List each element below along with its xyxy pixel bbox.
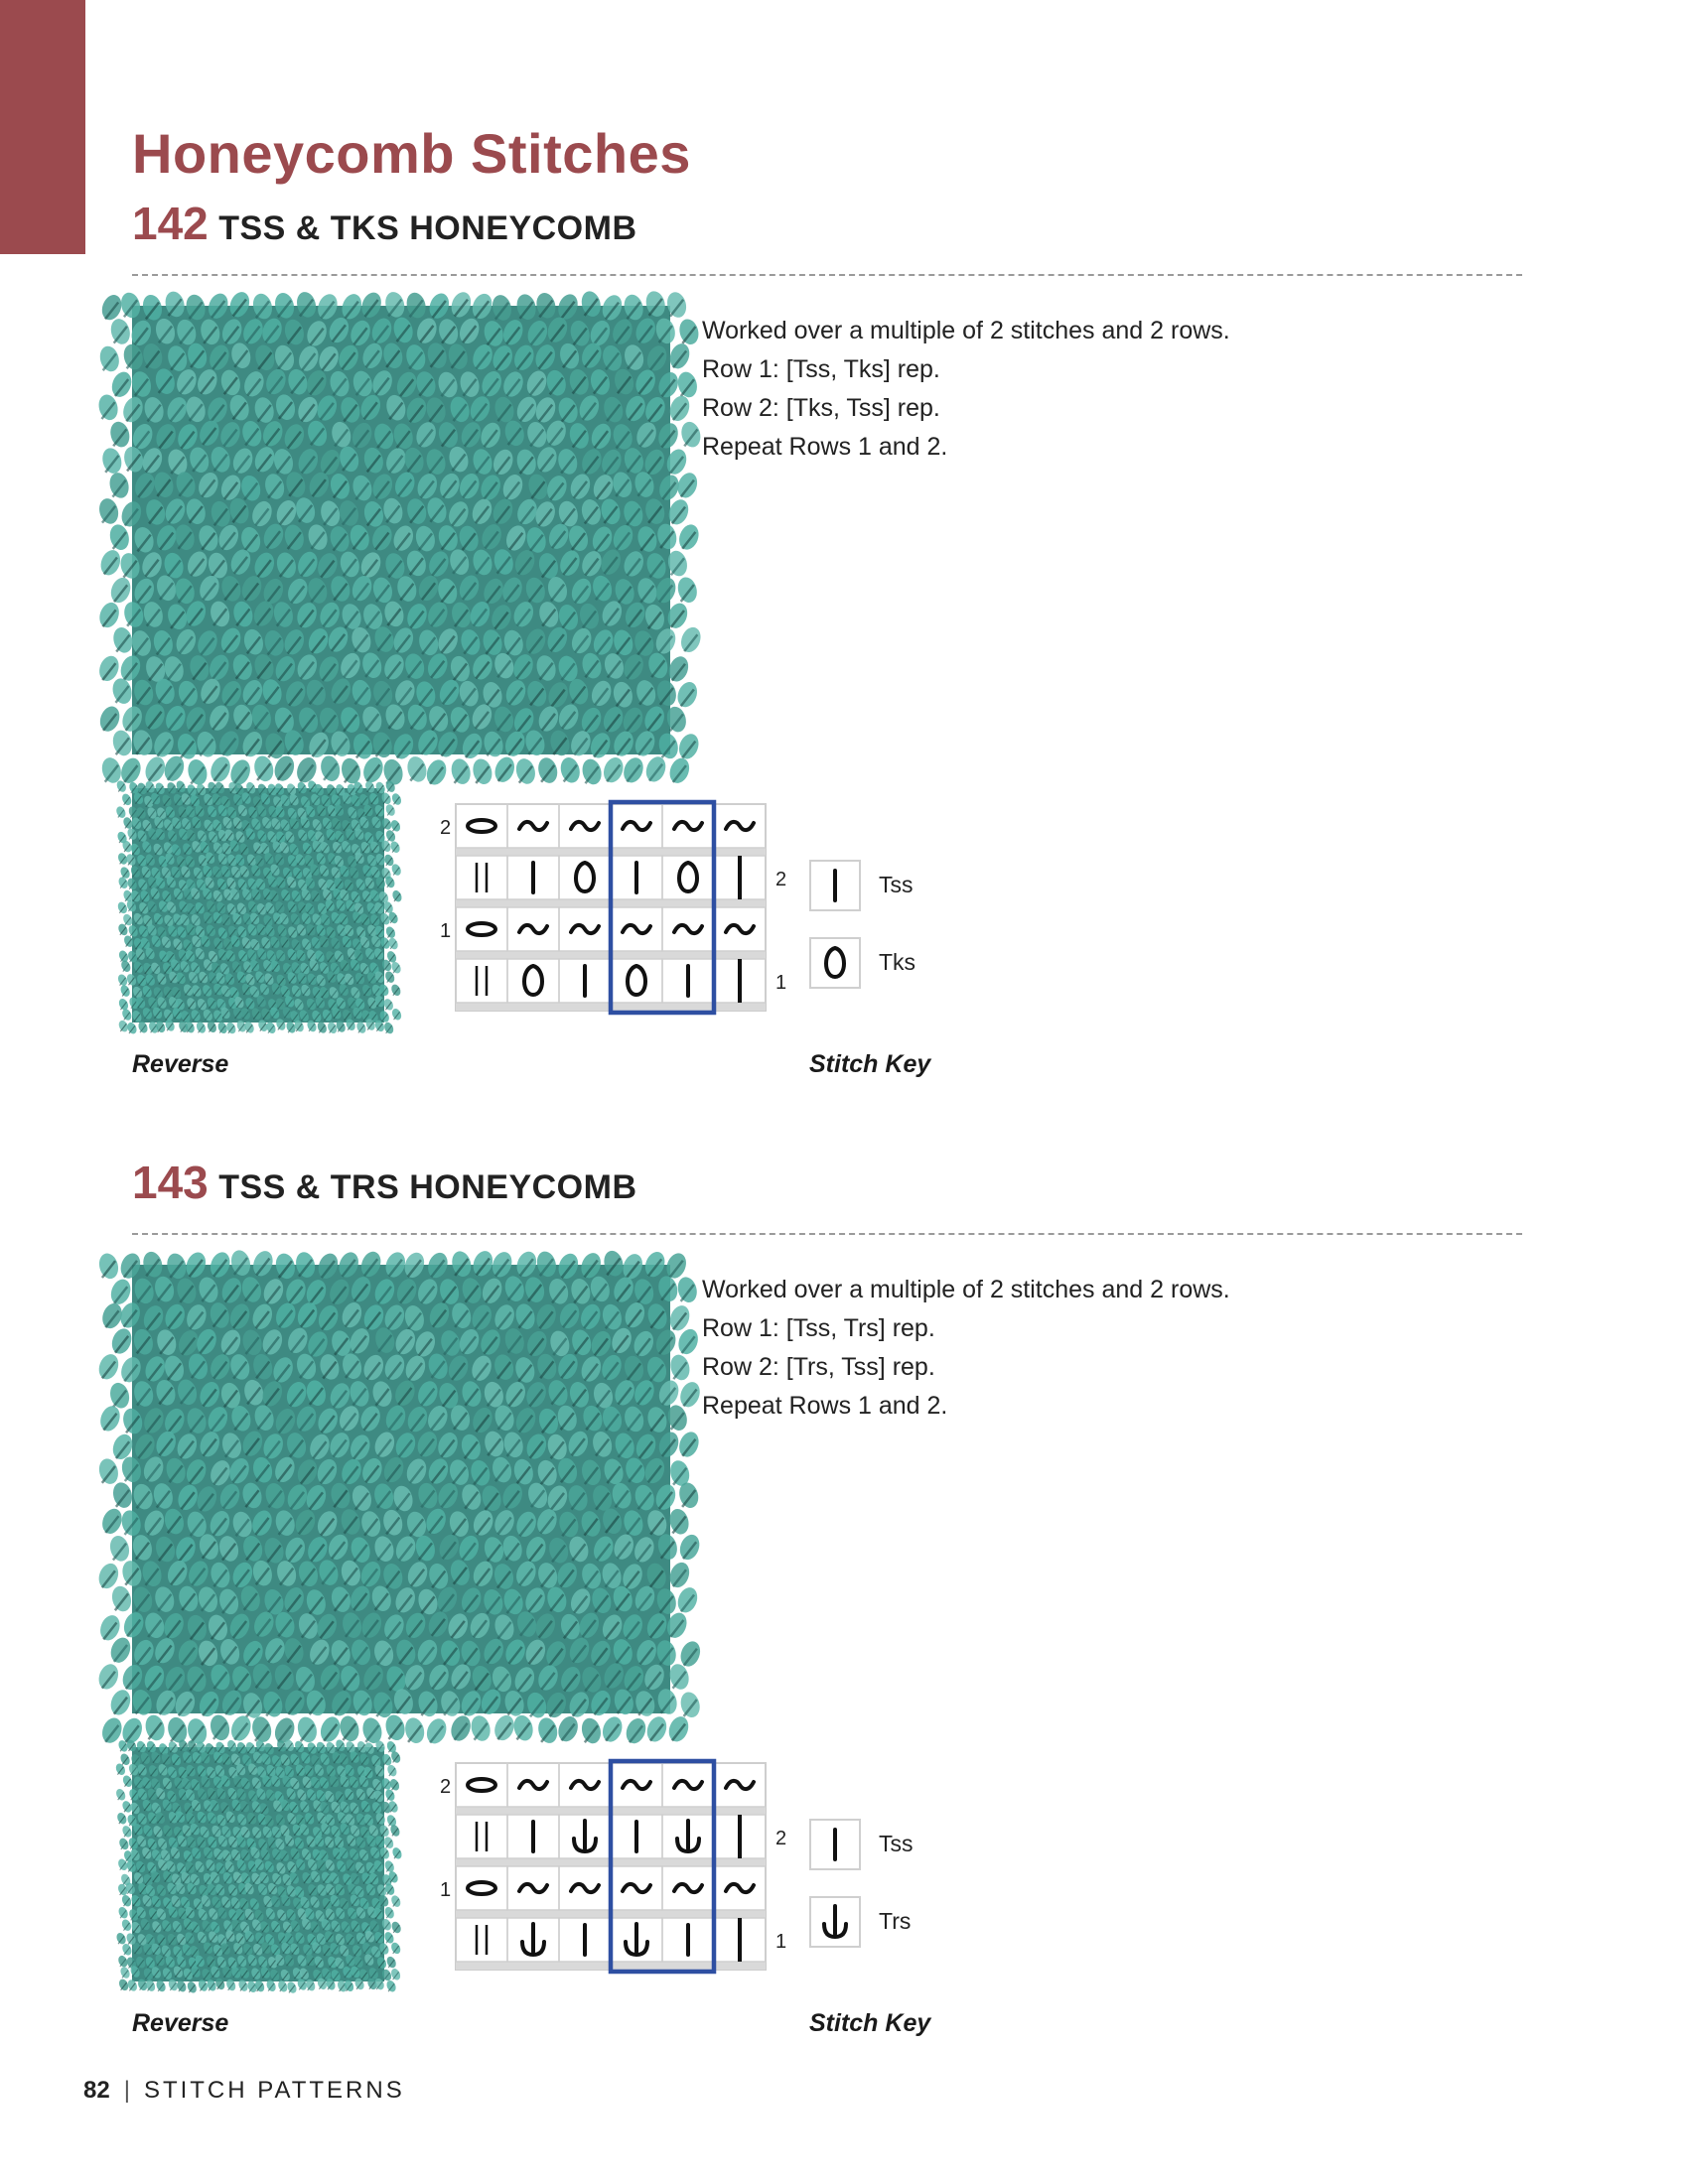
key-label: Tss [879,872,914,897]
pattern-heading [132,1156,637,1209]
reverse-caption: Reverse [132,1050,229,1078]
pattern-heading [132,197,637,250]
instruction-line: Worked over a multiple of 2 stitches and 2 rows. [702,317,1230,344]
chart-row-label-left: 1 [440,1879,452,1901]
stitch-key-item [809,937,1008,989]
stitch-key-caption: Stitch Key [809,2009,931,2037]
pattern-number: 142 [132,198,209,249]
chart-row-label-left: 2 [440,817,452,839]
reverse-caption: Reverse [132,2009,229,2037]
swatch-photo-reverse [132,1747,384,1981]
instruction-line: Row 2: [Tks, Tss] rep. [702,394,940,422]
chart-row-label-right: 2 [775,869,787,890]
key-symbol-box [809,1819,861,1870]
instruction-line: Repeat Rows 1 and 2. [702,433,948,461]
stitch-chart [436,804,787,1023]
chart-row-label-left: 1 [440,920,452,942]
dashed-divider [132,1233,1522,1235]
swatch-photo-front [132,1265,670,1713]
instruction-line: Row 1: [Tss, Tks] rep. [702,355,940,383]
stitch-key-item [809,860,1008,911]
instruction-line: Row 2: [Trs, Tss] rep. [702,1353,935,1381]
pattern-name: TSS & TRS HONEYCOMB [218,1168,637,1206]
stitch-key-caption: Stitch Key [809,1050,931,1078]
pattern-instructions [702,312,1230,467]
page-number: 82 [83,2077,110,2104]
footer-separator: | [123,2077,130,2104]
chart-row-label-right: 1 [775,972,787,994]
pattern-143 [132,1156,1522,2049]
instruction-line: Row 1: [Tss, Trs] rep. [702,1314,935,1342]
key-label: Tks [879,949,916,975]
chart-row-label-left: 2 [440,1776,452,1798]
chart-row-label-right: 1 [775,1931,787,1953]
key-symbol-box [809,1896,861,1948]
instruction-line: Worked over a multiple of 2 stitches and 2 rows. [702,1276,1230,1303]
chart-row-label-right: 2 [775,1828,787,1849]
page-footer [83,2077,405,2105]
dashed-divider [132,274,1522,276]
key-label: Trs [879,1908,912,1934]
key-symbol-box [809,860,861,911]
pattern-number: 143 [132,1157,209,1208]
footer-section: STITCH PATTERNS [143,2077,405,2104]
pattern-instructions [702,1271,1230,1426]
swatch-photo-reverse [132,788,384,1023]
key-label: Tss [879,1831,914,1856]
chapter-tab [0,0,85,254]
stitch-key-item [809,1896,1008,1948]
instruction-line: Repeat Rows 1 and 2. [702,1392,948,1420]
page-title: Honeycomb Stitches [132,122,691,185]
pattern-name: TSS & TKS HONEYCOMB [218,209,637,247]
key-symbol-box [809,937,861,989]
swatch-photo-front [132,306,670,754]
pattern-142 [132,197,1522,1090]
stitch-key-item [809,1819,1008,1870]
stitch-chart [436,1763,787,1981]
